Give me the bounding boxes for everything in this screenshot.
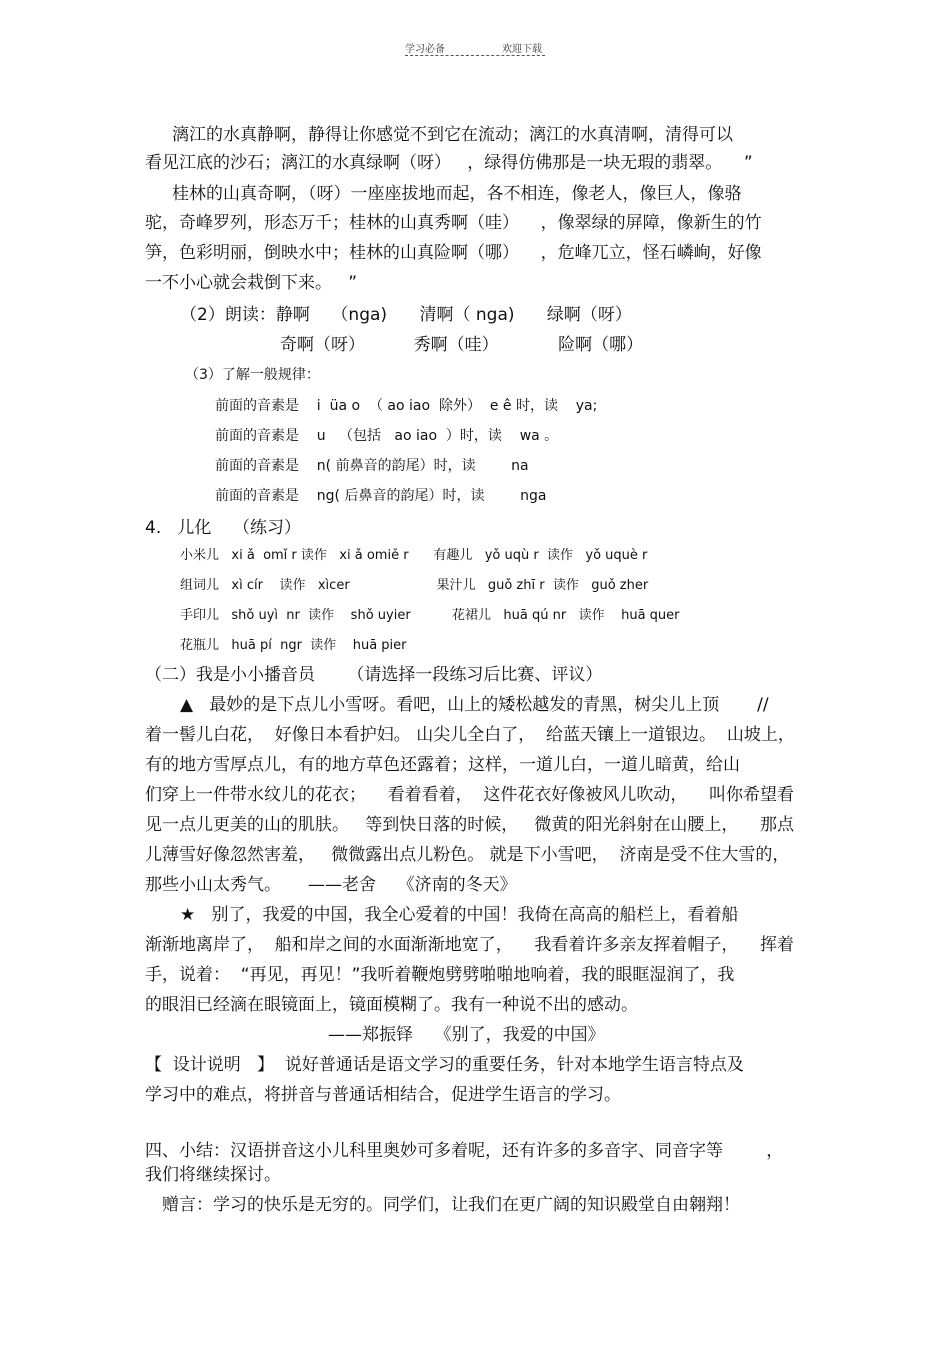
text-line: 驼，奇峰罗列，形态万千；桂林的山真秀啊（哇） ，像翠绿的屏障，像新生的竹: [145, 213, 762, 233]
text-line: （二）我是小小播音员 （请选择一段练习后比赛、评议）: [145, 665, 603, 685]
text-line: 手，说着： “再见，再见！”我听着鞭炮劈劈啪啪地响着，我的眼眶湿润了，我: [145, 965, 735, 985]
text-line: 漓江的水真静啊，静得让你感觉不到它在流动；漓江的水真清啊，清得可以: [172, 125, 733, 145]
text-line: （2）朗读：静啊 （nga) 清啊（ nga) 绿啊（呀）: [180, 305, 632, 325]
text-line: 我们将继续探讨。: [145, 1165, 281, 1185]
text-line: 的眼泪已经滴在眼镜面上，镜面模糊了。我有一种说不出的感动。: [145, 995, 638, 1015]
text-line: 儿薄雪好像忽然害羞， 微微露出点儿粉色。 就是下小雪吧， 济南是受不住大雪的，: [145, 845, 790, 865]
header-left-text: 学习必备: [405, 44, 445, 55]
text-line: 着一髻儿白花， 好像日本看护妇。 山尖儿全白了， 给蓝天镶上一道银边。 山坡上，: [145, 725, 795, 745]
text-line: 桂林的山真奇啊，（呀）一座座拔地而起，各不相连，像老人，像巨人，像骆: [172, 184, 742, 204]
text-line: 4. 儿化 （练习）: [145, 518, 302, 538]
text-line: 笋，色彩明丽，倒映水中；桂林的山真险啊（哪） ，危峰兀立，怪石嶙峋，好像: [145, 243, 762, 263]
text-line: 那些小山太秀气。 ——老舍 《济南的冬天》: [145, 875, 517, 895]
text-line: 们穿上一件带水纹儿的花衣； 看着看着， 这件花衣好像被风儿吹动， 叫你希望看: [145, 785, 795, 805]
text-line: 奇啊（呀） 秀啊（哇） 险啊（哪）: [280, 335, 644, 355]
text-line: 学习中的难点，将拼音与普通话相结合，促进学生语言的学习。: [145, 1085, 621, 1105]
text-line: 前面的音素是 ng( 后鼻音的韵尾）时，读 nga: [215, 488, 547, 504]
text-line: 组词儿 xì cír 读作 xìcer 果汁儿 guǒ zhī r 读作 guǒ zher: [180, 578, 649, 593]
text-line: ★ 别了，我爱的中国，我全心爱着的中国！我倚在高高的船栏上，看着船: [180, 905, 739, 925]
text-line: （3）了解一般规律：: [185, 367, 320, 383]
text-line: 一不小心就会栽倒下来。 ”: [145, 273, 358, 293]
text-line: 手印儿 shǒ uyì nr 读作 shǒ uyier 花裙儿 huā qú nr 读作 huā quer: [180, 608, 680, 623]
header-rule: [405, 55, 545, 56]
text-line: 小米儿 xi ǎ omǐ r 读作 xi ǎ omiě r 有趣儿 yǒ uqù r 读作 yǒ uquè r: [180, 548, 648, 563]
text-line: 四、小结：汉语拼音这小儿科里奥妙可多着呢，还有许多的多音字、同音字等 ，: [145, 1141, 784, 1161]
text-line: ——郑振铎 《别了，我爱的中国》: [328, 1025, 605, 1045]
text-line: 【 设计说明 】 说好普通话是语文学习的重要任务，针对本地学生语言特点及: [145, 1055, 744, 1075]
text-line: 有的地方雪厚点儿，有的地方草色还露着；这样，一道儿白，一道儿暗黄，给山: [145, 755, 740, 775]
header-right-text: 欢迎下载: [502, 44, 542, 55]
text-line: 前面的音素是 u （包括 ao iao ）时，读 wa 。: [215, 428, 559, 444]
text-line: 渐渐地离岸了， 船和岸之间的水面渐渐地宽了， 我看着许多亲友挥着帽子， 挥着: [145, 935, 795, 955]
text-line: 花瓶儿 huā pí ngr 读作 huā pier: [180, 638, 407, 653]
text-line: 赠言：学习的快乐是无穷的。同学们，让我们在更广阔的知识殿堂自由翱翔！: [162, 1195, 740, 1215]
text-line: 见一点儿更美的山的肌肤。 等到快日落的时候， 微黄的阳光斜射在山腰上， 那点: [145, 815, 795, 835]
text-line: 前面的音素是 i üa o （ ao iao 除外） e ê 时，读 ya;: [215, 398, 598, 414]
text-line: ▲ 最妙的是下点儿小雪呀。看吧，山上的矮松越发的青黑，树尖儿上顶 //: [180, 695, 769, 715]
text-line: 前面的音素是 n( 前鼻音的韵尾）时，读 na: [215, 458, 529, 474]
text-line: 看见江底的沙石；漓江的水真绿啊（呀） ，绿得仿佛那是一块无瑕的翡翠。 ”: [145, 153, 753, 173]
